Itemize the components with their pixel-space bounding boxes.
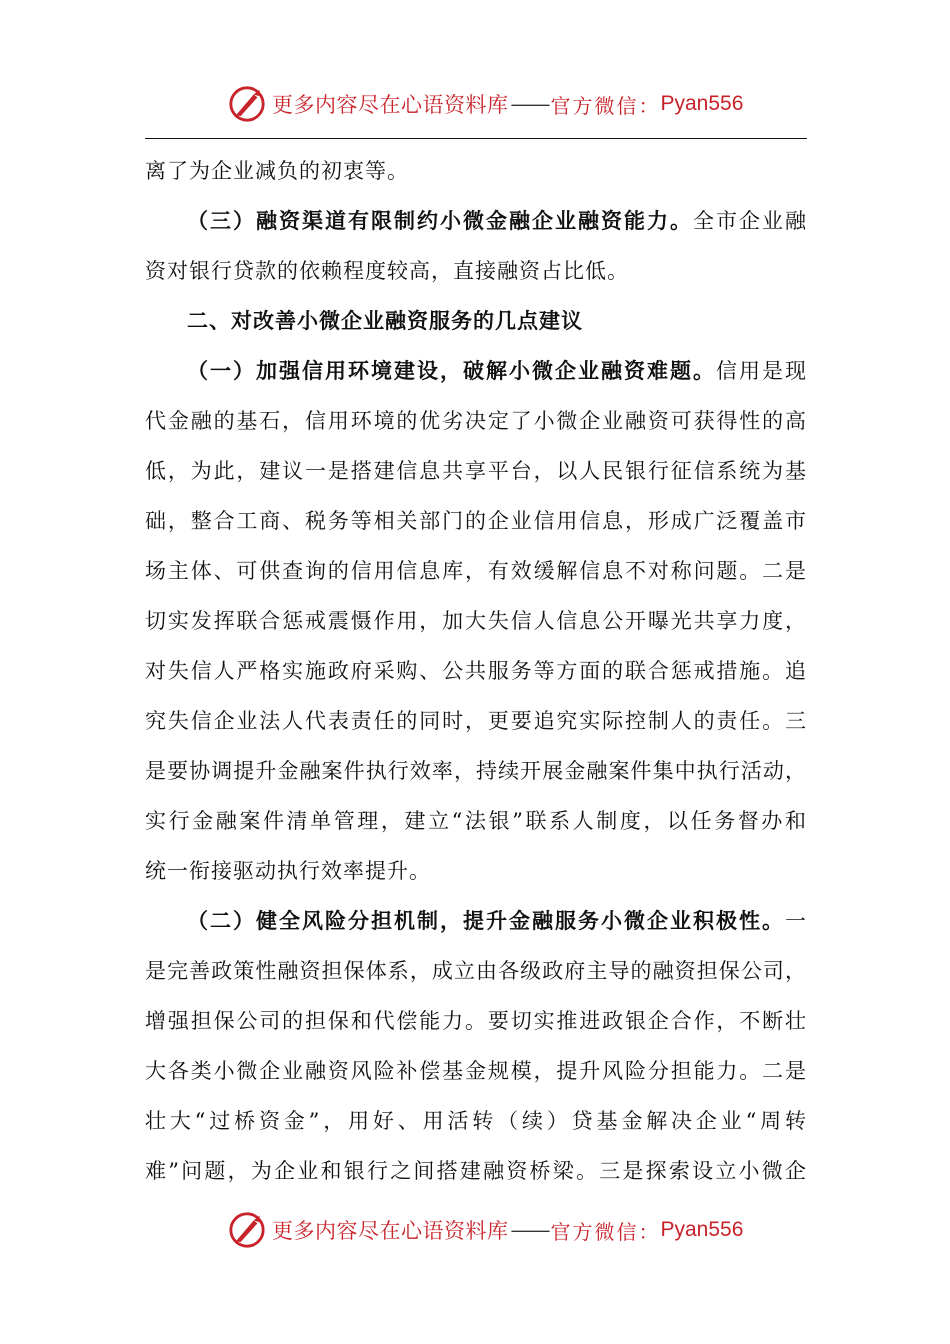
- banner-wechat-id: Pyan556: [660, 1218, 744, 1241]
- section-heading: 二、对改善小微企业融资服务的几点建议: [187, 309, 583, 333]
- banner-slogan: 更多内容尽在心语资料库: [272, 1219, 509, 1243]
- paragraph-line: 壮大“过桥资金”，用好、用活转（续）贷基金解决企业“周转: [145, 1109, 807, 1133]
- paragraph-lead-bold: （三）融资渠道有限制约小微金融企业融资能力。: [187, 209, 693, 233]
- paragraph-line: 切实发挥联合惩戒震慑作用，加大失信人信息公开曝光共享力度，: [145, 609, 807, 633]
- paragraph-line: 场主体、可供查询的信用信息库，有效缓解信息不对称问题。二是: [145, 559, 807, 583]
- quill-pen-logo-icon: [228, 1211, 266, 1249]
- paragraph-line: （三）融资渠道有限制约小微金融企业融资能力。全市企业融: [187, 209, 807, 233]
- quill-pen-logo-icon: [228, 85, 266, 123]
- banner-separator: ——: [510, 92, 549, 116]
- paragraph-line: 资对银行贷款的依赖程度较高，直接融资占比低。: [145, 259, 629, 283]
- footer-watermark-banner: [228, 1208, 743, 1252]
- document-body: [145, 146, 807, 1196]
- paragraph-line: 对失信人严格实施政府采购、公共服务等方面的联合惩戒措施。追: [145, 659, 807, 683]
- paragraph-line: 增强担保公司的担保和代偿能力。要切实推进政银企合作，不断壮: [145, 1009, 807, 1033]
- paragraph-line: （二）健全风险分担机制，提升金融服务小微企业积极性。一: [187, 909, 807, 933]
- paragraph-line: 统一衔接驱动执行效率提升。: [145, 859, 431, 883]
- banner-separator: ——: [510, 1218, 549, 1242]
- banner-wechat-label: 官方微信：: [550, 93, 661, 118]
- banner-slogan: 更多内容尽在心语资料库: [272, 93, 509, 117]
- paragraph-line: 难”问题，为企业和银行之间搭建融资桥梁。三是探索设立小微企: [145, 1159, 807, 1183]
- paragraph-line: 究失信企业法人代表责任的同时，更要追究实际控制人的责任。三: [145, 709, 807, 733]
- banner-wechat-label: 官方微信：: [550, 1219, 661, 1244]
- banner-wechat-id: Pyan556: [660, 92, 744, 115]
- paragraph-line: （一）加强信用环境建设，破解小微企业融资难题。信用是现: [187, 359, 807, 383]
- paragraph-line: 是完善政策性融资担保体系，成立由各级政府主导的融资担保公司，: [145, 959, 807, 983]
- paragraph-line: 础，整合工商、税务等相关部门的企业信用信息，形成广泛覆盖市: [145, 509, 807, 533]
- paragraph-line: 低，为此，建议一是搭建信息共享平台，以人民银行征信系统为基: [145, 459, 807, 483]
- paragraph-lead-bold: （二）健全风险分担机制，提升金融服务小微企业积极性。: [187, 909, 785, 933]
- header-divider: [145, 138, 807, 139]
- paragraph-line: 大各类小微企业融资风险补偿基金规模，提升风险分担能力。二是: [145, 1059, 807, 1083]
- header-watermark-banner: [228, 82, 743, 126]
- paragraph-lead-bold: （一）加强信用环境建设，破解小微企业融资难题。: [187, 359, 716, 383]
- paragraph-line: 代金融的基石，信用环境的优劣决定了小微企业融资可获得性的高: [145, 409, 807, 433]
- paragraph-line: 实行金融案件清单管理，建立“法银”联系人制度，以任务督办和: [145, 809, 807, 833]
- paragraph-line: 离了为企业减负的初衷等。: [145, 159, 409, 183]
- paragraph-line: 是要协调提升金融案件执行效率，持续开展金融案件集中执行活动，: [145, 759, 807, 783]
